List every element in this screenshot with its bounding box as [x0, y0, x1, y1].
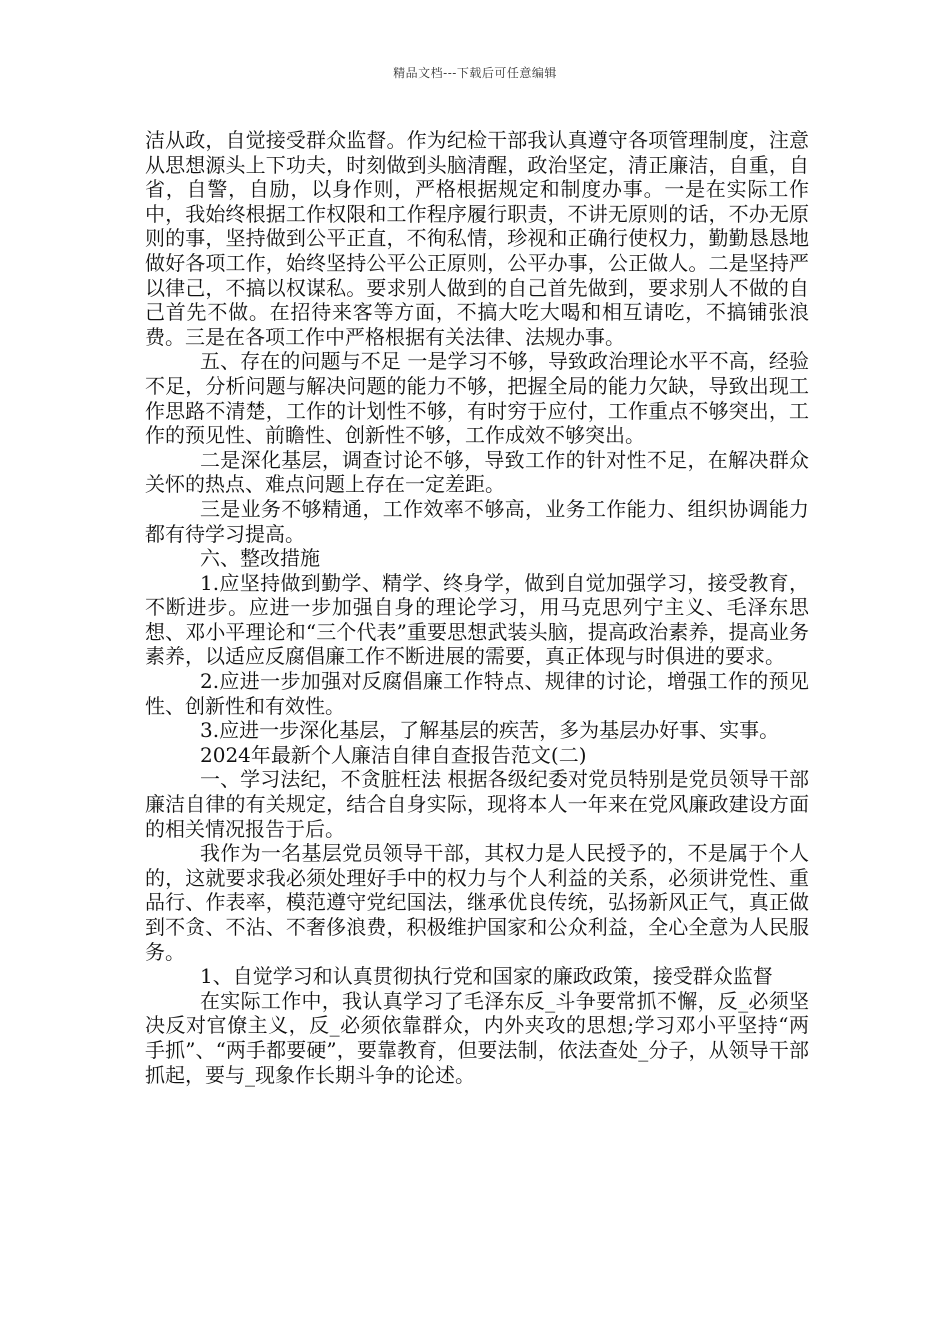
paragraph-8: 3.应进一步深化基层，了解基层的疾苦，多为基层办好事、实事。: [200, 718, 780, 743]
paragraph-6: 1.应坚持做到勤学、精学、终身学，做到自觉加强学习，接受教育，不断进步。应进一步加强自身的理论学习，用马克思列宁主义、毛泽东思想、邓小平理论和“三个代表”重要思想武装头脑，提高政治素养，提高业务素养，以适应反腐倡廉工作不断进展的需要，真正体现与时俱进的要求。: [145, 570, 809, 669]
paragraph-1: 洁从政，自觉接受群众监督。作为纪检干部我认真遵守各项管理制度，注意从思想源头上下功夫，时刻做到头脑清醒，政治坚定，清正廉洁，自重，自省，自警，自励，以身作则，严格根据规定和制度办事。一是在实际工作中，我始终根据工作权限和工作程序履行职责，不讲无原则的话，不办无原则的事，坚持做到公平正直，不徇私情，珍视和正确行使权力，勤勤恳恳地做好各项工作，始终坚持公平公正原则，公平办事，公正做人。二是坚持严以律己，不搞以权谋私。要求别人做到的自己首先做到，要求别人不做的自己首先不做。在招待来客等方面，不搞大吃大喝和相互请吃，不搞铺张浪费。三是在各项工作中严格根据有关法律、法规办事。: [145, 128, 809, 349]
paragraph-3: 二是深化基层，调查讨论不够，导致工作的针对性不足，在解决群众关怀的热点、难点问题上存在一定差距。: [145, 447, 809, 497]
page-header: 精品文档---下载后可任意编辑: [393, 66, 557, 80]
paragraph-12: 1、自觉学习和认真贯彻执行党和国家的廉政政策，接受群众监督: [200, 964, 773, 989]
paragraph-2: 五、存在的问题与不足 一是学习不够，导致政治理论水平不高，经验不足，分析问题与解决问题的能力不够，把握全局的能力欠缺，导致出现工作思路不清楚，工作的计划性不够，有时穷于应付，工作重点不够突出，工作的预见性、前瞻性、创新性不够，工作成效不够突出。: [145, 349, 809, 448]
document-subtitle: 2024年最新个人廉洁自律自查报告范文(二): [200, 742, 587, 767]
paragraph-7: 2.应进一步加强对反腐倡廉工作特点、规律的讨论，增强工作的预见性、创新性和有效性。: [145, 669, 809, 718]
paragraph-4: 三是业务不够精通，工作效率不够高，业务工作能力、组织协调能力都有待学习提高。: [145, 496, 809, 546]
paragraph-11: 我作为一名基层党员领导干部，其权力是人民授予的，不是属于个人的，这就要求我必须处理好手中的权力与个人利益的关系，必须讲党性、重品行、作表率，模范遵守党纪国法，继承优良传统，弘扬新风正气，真正做到不贪、不沾、不奢侈浪费，积极维护国家和公众利益，全心全意为人民服务。: [145, 841, 809, 964]
paragraph-10: 一、学习法纪，不贪脏枉法 根据各级纪委对党员特别是党员领导干部廉洁自律的有关规定，结合自身实际，现将本人一年来在党风廉政建设方面的相关情况报告于后。: [145, 767, 809, 841]
paragraph-13: 在实际工作中，我认真学习了毛泽东反_斗争要常抓不懈，反_必须坚决反对官僚主义，反_必须依靠群众，内外夹攻的思想;学习邓小平坚持“两手抓”、“两手都要硬”，要靠教育，但要法制，依法查处_分子，从领导干部抓起，要与_现象作长期斗争的论述。: [145, 988, 809, 1087]
section-heading-rectification: 六、整改措施: [200, 546, 320, 571]
document-body: [145, 128, 809, 1087]
